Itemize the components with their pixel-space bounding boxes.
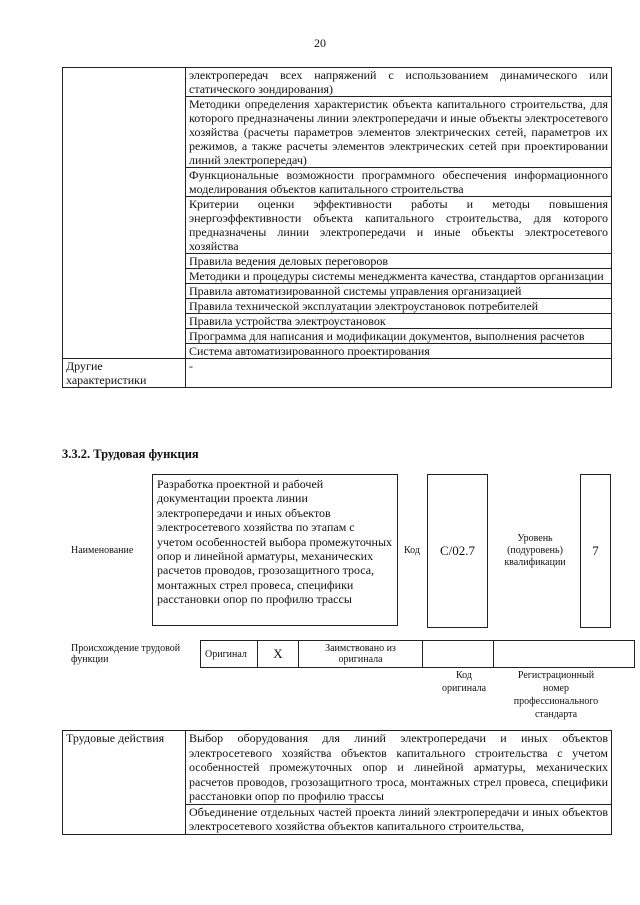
code-original-cell: [423, 641, 494, 668]
table-row: [63, 68, 612, 97]
knowledge-table: [62, 67, 612, 388]
labor-actions-label: Трудовые действия: [63, 731, 186, 835]
table-row: [63, 731, 612, 805]
section-heading: 3.3.2. Трудовая функция: [62, 447, 199, 461]
empty-left-cell: [63, 68, 186, 359]
original-mark: X: [258, 641, 299, 668]
origin-label: Происхождение трудовой функции: [71, 643, 181, 665]
reg-number-label: Регистрационный номер профессионального стандарта: [513, 670, 599, 720]
table-cell: Правила ведения деловых переговоров: [186, 254, 612, 269]
other-characteristics-label: Другие характеристики: [63, 359, 186, 388]
reg-number-cell: [494, 641, 635, 668]
table-cell: электропередач всех напряжений с использованием динамического или статического зондирования): [186, 68, 612, 97]
borrowed-label: Заимствовано из оригинала: [299, 641, 423, 668]
table-cell: Объединение отдельных частей проекта линий электропередачи и иных объектов электросетевого хозяйства объектов капитального строительства,: [186, 804, 612, 834]
qualification-level-box: 7: [580, 474, 611, 628]
qualification-level-label: Уровень (подуровень) квалификации: [504, 533, 566, 568]
other-characteristics-value: -: [186, 359, 612, 388]
name-label: Наименование: [71, 545, 134, 556]
table-cell: Функциональные возможности программного обеспечения информационного моделирования объектов капитального строительства: [186, 168, 612, 197]
labor-actions-table: [62, 730, 612, 835]
table-cell: Критерии оценки эффективности работы и методы повышения энергоэффективности объекта капитального строительства, для которого предназначены линии электропередачи и иные объекты электросетевого хозяйства: [186, 197, 612, 254]
table-cell: Методики и процедуры системы менеджмента качества, стандартов организации: [186, 269, 612, 284]
page-number: 20: [314, 36, 326, 50]
table-cell: Система автоматизированного проектирования: [186, 344, 612, 359]
table-cell: Выбор оборудования для линий электропередачи и иных объектов электросетевого хозяйства объектов капитального строительства с учетом особенностей промежуточных опор и линейной арматуры, механических расчетов проводов, грозозащитного троса, монтажных стрел провеса, специфики расстановки опор по профилю трассы: [186, 731, 612, 805]
table-row: [63, 359, 612, 388]
function-code-box: C/02.7: [427, 474, 488, 628]
function-name-box: Разработка проектной и рабочей документации проекта линии электропередачи и иных объектов электросетевого хозяйства по этапам с учетом особенностей выбора промежуточных опор и линейной арматуры, механических расчетов проводов, грозозащитного троса, монтажных стрел провеса, специфики расстановки опор по профилю трассы: [152, 474, 398, 626]
origin-table: [200, 640, 635, 668]
table-cell: Правила технической эксплуатации электроустановок потребителей: [186, 299, 612, 314]
table-cell: Правила устройства электроустановок: [186, 314, 612, 329]
code-label: Код: [404, 545, 420, 556]
code-original-label: Код оригинала: [441, 670, 487, 694]
table-cell: Правила автоматизированной системы управления организацией: [186, 284, 612, 299]
original-label: Оригинал: [201, 641, 258, 668]
table-row: [201, 641, 635, 668]
table-cell: Методики определения характеристик объекта капитального строительства, для которого предназначены линии электропередачи и иные объекты электросетевого хозяйства (расчеты параметров элементов электрических сетей, параметров их режимов, а также расчеты элементов электрических сетей при проектировании линий электропередач): [186, 97, 612, 168]
table-cell: Программа для написания и модификации документов, выполнения расчетов: [186, 329, 612, 344]
